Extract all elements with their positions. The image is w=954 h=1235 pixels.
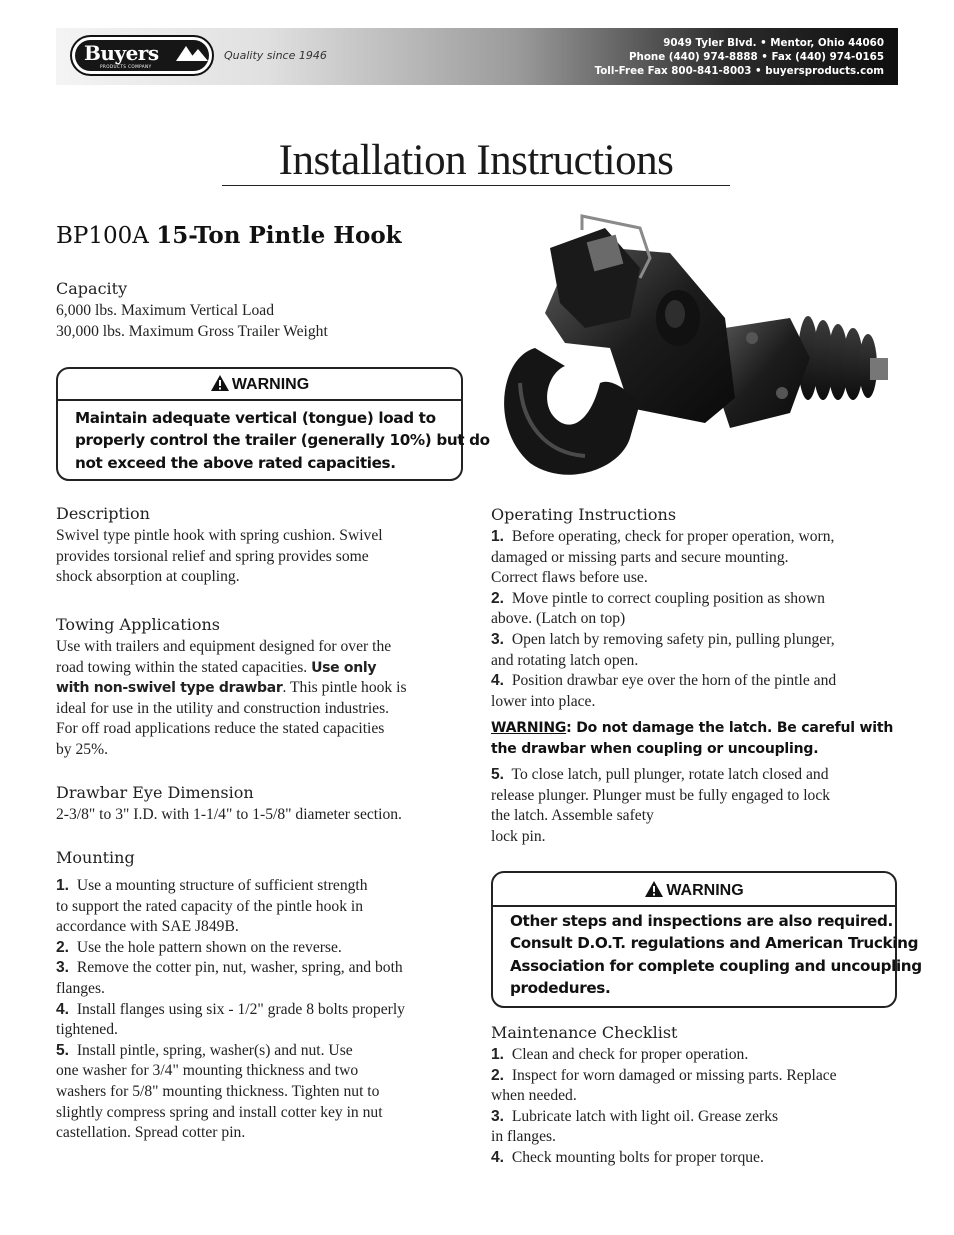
step-line — [56, 1041, 405, 1062]
step-line — [491, 1045, 837, 1066]
pintle-hook-image — [490, 208, 898, 490]
step-number: 2. — [491, 589, 505, 607]
step-number: 4. — [491, 672, 505, 690]
maintenance-heading: Maintenance Checklist — [491, 1023, 678, 1042]
warning-line: properly control the trailer (generally 10%) but do — [75, 431, 490, 450]
operating-steps-1-4 — [491, 527, 836, 712]
operating-inline-warning — [491, 718, 895, 759]
step-text: Position drawbar eye over the horn of the pintle and — [511, 672, 837, 690]
capacity-heading: Capacity — [56, 279, 128, 298]
svg-text:PRODUCTS COMPANY: PRODUCTS COMPANY — [100, 64, 152, 69]
text-line: provides torsional relief and spring provides some — [56, 547, 369, 565]
step-line: damaged or missing parts and secure mounting. — [491, 548, 789, 566]
step-line — [56, 958, 405, 979]
warning-triangle-icon — [644, 880, 664, 898]
warning-line: the drawbar when coupling or uncoupling. — [491, 740, 819, 757]
step-number: 2. — [56, 938, 70, 956]
step-number: 2. — [491, 1066, 505, 1084]
step-line: accordance with SAE J849B. — [56, 918, 239, 936]
warning-line: Consult D.O.T. regulations and American Trucking — [510, 934, 919, 953]
step-line: lock pin. — [491, 827, 546, 845]
step-line: slightly compress spring and install cotter key in nut — [56, 1103, 383, 1121]
step-text: Inspect for worn damaged or missing parts. Replace — [511, 1066, 837, 1084]
text-span: road towing within the stated capacities. — [56, 658, 312, 676]
text-line: For off road applications reduce the stated capacities — [56, 720, 385, 738]
contact-info — [595, 36, 884, 78]
step-text: Before operating, check for proper operation, worn, — [511, 528, 835, 545]
step-text: Install pintle, spring, washer(s) and nut. Use — [76, 1041, 353, 1059]
step-line: flanges. — [56, 979, 105, 997]
step-number: 5. — [56, 1041, 70, 1059]
text-line — [56, 658, 407, 679]
step-line: Correct flaws before use. — [491, 569, 648, 587]
text-emphasis: with non-swivel type drawbar — [56, 680, 283, 697]
step-number: 1. — [491, 528, 505, 545]
step-line — [491, 671, 836, 692]
step-line: the latch. Assemble safety — [491, 807, 654, 825]
text-line: Swivel type pintle hook with spring cushion. Swivel — [56, 527, 383, 544]
capacity-vertical-load: 6,000 lbs. Maximum Vertical Load — [56, 302, 274, 319]
warning-text: : Do not damage the latch. Be careful with — [566, 720, 894, 736]
towing-text — [56, 637, 407, 761]
warning-text — [510, 910, 922, 1000]
step-line: release plunger. Plunger must be fully engaged to lock — [491, 786, 831, 804]
operating-step-5 — [491, 765, 830, 847]
mounting-steps — [56, 876, 405, 1144]
step-line — [491, 1107, 837, 1128]
phone-fax: Phone (440) 974-8888 • Fax (440) 974-0165 — [628, 51, 884, 63]
warning-title — [493, 877, 895, 907]
text-span: . This pintle hook is — [282, 679, 407, 697]
text-line: by 25%. — [56, 740, 108, 758]
warning-box-regulations — [491, 871, 922, 1008]
warning-box-capacity — [56, 367, 490, 481]
capacity-text — [56, 301, 328, 342]
step-line: lower into place. — [491, 692, 596, 710]
step-number: 3. — [491, 1107, 505, 1125]
step-text: Open latch by removing safety pin, pulling plunger, — [511, 630, 835, 648]
warning-label: WARNING — [231, 376, 310, 393]
text-line: shock absorption at coupling. — [56, 568, 240, 586]
address: 9049 Tyler Blvd. • Mentor, Ohio 44060 — [663, 37, 884, 49]
step-number: 3. — [56, 959, 70, 977]
step-number: 4. — [56, 1000, 70, 1018]
step-line — [56, 1000, 405, 1021]
warning-label: WARNING — [666, 882, 744, 899]
step-line: washers for 5/8" mounting thickness. Tighten nut to — [56, 1082, 380, 1100]
drawbar-heading: Drawbar Eye Dimension — [56, 783, 254, 802]
step-number: 1. — [491, 1046, 505, 1063]
drawbar-text — [56, 805, 402, 826]
text-line: Use with trailers and equipment designed for over the — [56, 638, 392, 655]
step-line — [491, 589, 836, 610]
step-line: castellation. Spread cotter pin. — [56, 1124, 246, 1142]
step-text: Move pintle to correct coupling position as shown — [511, 589, 825, 607]
text-line: ideal for use in the utility and construction industries. — [56, 699, 390, 717]
step-text: Use the hole pattern shown on the reverse. — [76, 938, 342, 956]
warning-title — [58, 371, 461, 401]
step-number: 3. — [491, 630, 505, 648]
step-line: in flanges. — [491, 1128, 556, 1146]
description-heading: Description — [56, 504, 150, 523]
mounting-heading: Mounting — [56, 848, 135, 867]
page-title: Installation Instructions — [222, 135, 730, 186]
step-text: Use a mounting structure of sufficient strength — [76, 877, 368, 894]
tagline: Quality since 1946 — [224, 49, 327, 62]
warning-label: WARNING — [491, 720, 567, 736]
step-line — [491, 1066, 837, 1087]
step-text: Clean and check for proper operation. — [511, 1046, 749, 1063]
towing-heading: Towing Applications — [56, 615, 220, 634]
operating-heading: Operating Instructions — [491, 505, 677, 524]
step-number: 5. — [491, 766, 505, 783]
buyers-logo — [70, 35, 214, 76]
step-text: Remove the cotter pin, nut, washer, spring, and both — [76, 959, 403, 977]
description-text — [56, 526, 383, 588]
step-line — [491, 1148, 837, 1169]
text-line: 2-3/8" to 3" I.D. with 1-1/4" to 1-5/8" diameter section. — [56, 806, 402, 823]
text-emphasis: Use only — [311, 659, 377, 676]
step-text: Check mounting bolts for proper torque. — [511, 1148, 764, 1166]
warning-line — [491, 718, 895, 739]
step-line — [56, 938, 405, 959]
step-line: when needed. — [491, 1087, 577, 1105]
warning-line: prodedures. — [510, 979, 611, 998]
step-line: one washer for 3/4" mounting thickness and two — [56, 1062, 359, 1080]
product-heading — [56, 222, 402, 249]
step-text: Install flanges using six - 1/2" grade 8 bolts properly — [76, 1000, 405, 1018]
step-number: 1. — [56, 877, 70, 894]
product-name: 15-Ton Pintle Hook — [156, 222, 402, 249]
capacity-gross-weight: 30,000 lbs. Maximum Gross Trailer Weight — [56, 322, 328, 340]
step-line — [491, 630, 836, 651]
tollfree-website: Toll-Free Fax 800-841-8003 • buyersproducts.com — [594, 65, 884, 77]
warning-line: Other steps and inspections are also required. — [510, 912, 893, 930]
svg-text:Buyers: Buyers — [84, 41, 159, 65]
maintenance-steps — [491, 1045, 837, 1169]
step-line — [56, 876, 405, 897]
step-line: and rotating latch open. — [491, 651, 639, 669]
header-band — [56, 28, 898, 85]
warning-text — [75, 407, 490, 474]
product-model: BP100A — [56, 223, 149, 249]
warning-line: Association for complete coupling and uncoupling — [510, 956, 922, 975]
step-line — [491, 527, 836, 548]
text-line — [56, 678, 407, 699]
step-line — [491, 765, 830, 786]
warning-triangle-icon — [210, 374, 230, 392]
step-text: Lubricate latch with light oil. Grease zerks — [511, 1107, 779, 1125]
step-line: to support the rated capacity of the pintle hook in — [56, 897, 364, 915]
step-line: above. (Latch on top) — [491, 610, 626, 628]
step-line: tightened. — [56, 1021, 118, 1039]
warning-line: Maintain adequate vertical (tongue) load to — [75, 409, 436, 427]
warning-line: not exceed the above rated capacities. — [75, 453, 396, 472]
step-number: 4. — [491, 1148, 505, 1166]
step-text: To close latch, pull plunger, rotate latch closed and — [511, 766, 829, 783]
